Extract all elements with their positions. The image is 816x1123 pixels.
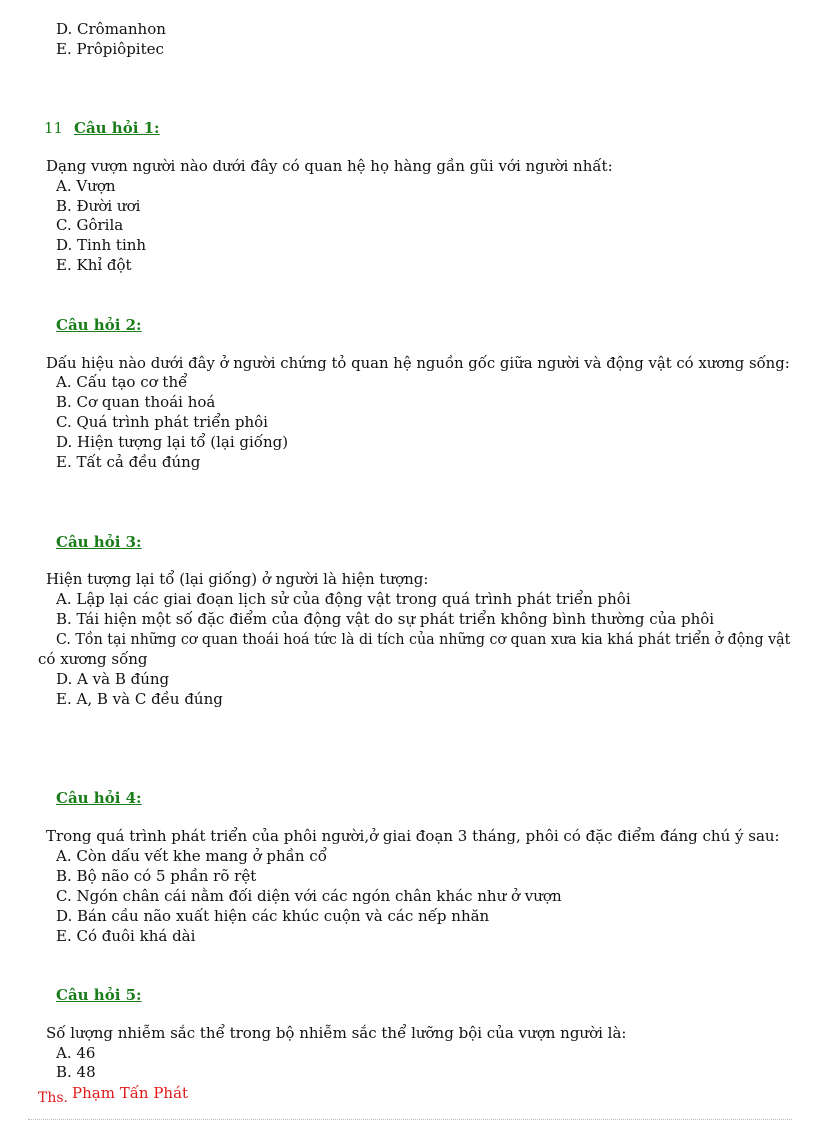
option-text: A. Còn dấu vết khe mang ở phần cổ [56,847,327,865]
option-text: E. Khỉ đột [56,256,132,274]
option-text: B. Tái hiện một số đặc điểm của động vật do sự phát triển không bình thường của phôi [56,610,715,628]
question-3-heading: Câu hỏi 3: [56,533,142,551]
question-2-text: Dấu hiệu nào dưới đây ở người chứng tỏ quan hệ nguồn gốc giữa người và động vật có xương sống: [46,354,790,372]
question-4-text: Trong quá trình phát triển của phôi người,ở giai đoạn 3 tháng, phôi có đặc điểm đáng chú ý sau: [46,827,780,845]
option-text: D. Bán cầu não xuất hiện các khúc cuộn và các nếp nhăn [56,907,490,925]
option-text: C. Quá trình phát triển phôi [56,413,268,431]
option-text: E. A, B và C đều đúng [56,690,223,708]
list-number: 11 [44,119,64,137]
question-1-heading: Câu hỏi 1: [74,119,160,137]
footer-author: Phạm Tấn Phát [72,1084,189,1102]
option-text: E. Có đuôi khá dài [56,927,196,945]
option-text: A. Lập lại các giai đoạn lịch sử của động vật trong quá trình phát triển phôi [56,590,631,608]
option-text: E. Prôpiôpitec [56,40,164,58]
option-text: A. 46 [56,1044,96,1062]
option-text: D. Tinh tinh [56,236,147,254]
option-text: E. Tất cả đều đúng [56,453,201,471]
question-5-heading: Câu hỏi 5: [56,986,142,1004]
option-text: D. Hiện tượng lại tổ (lại giống) [56,433,289,451]
option-text-continued: có xương sống [38,650,148,668]
option-text: C. Gôrila [56,216,124,234]
footer-divider [28,1119,792,1120]
option-text: D. A và B đúng [56,670,170,688]
question-2-heading: Câu hỏi 2: [56,316,142,334]
option-text: C. Tồn tại những cơ quan thoái hoá tức là di tích của những cơ quan xưa kia khá phát triển ở động vật [56,630,791,648]
option-text: A. Vượn [56,177,116,195]
option-text: D. Crômanhon [56,20,166,38]
footer-prefix: Ths. [38,1090,68,1106]
option-text: B. Bộ não có 5 phần rõ rệt [56,867,257,885]
option-text: B. Cơ quan thoái hoá [56,393,216,411]
question-5-text: Số lượng nhiễm sắc thể trong bộ nhiễm sắc thể lưỡng bội của vượn người là: [46,1024,627,1042]
option-text: A. Cấu tạo cơ thể [56,373,188,391]
question-1-text: Dạng vượn người nào dưới đây có quan hệ họ hàng gần gũi với người nhất: [46,157,613,175]
option-text: C. Ngón chân cái nằm đối diện với các ngón chân khác như ở vượn [56,887,562,905]
option-text: B. Đười ươi [56,197,141,215]
question-4-heading: Câu hỏi 4: [56,789,142,807]
option-text: B. 48 [56,1063,96,1081]
question-3-text: Hiện tượng lại tổ (lại giống) ở người là hiện tượng: [46,570,429,588]
